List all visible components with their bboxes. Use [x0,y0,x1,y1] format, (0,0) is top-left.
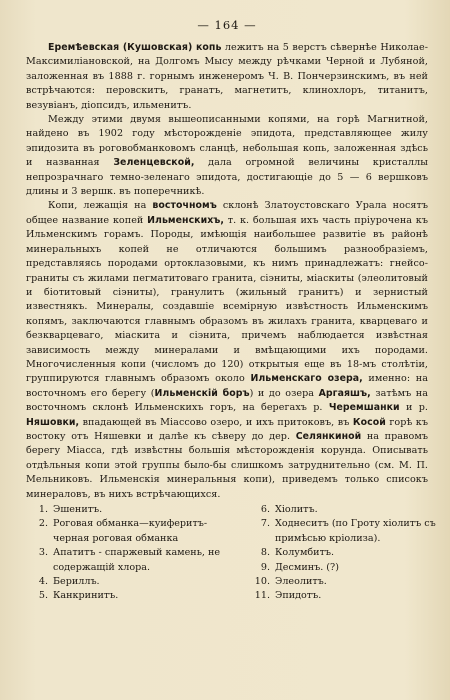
text-run: именно: на восточномъ его берегу ( [26,373,428,399]
mineral-item [248,546,438,560]
bold-term: Ильменскихъ, [147,214,225,226]
text-run: т. к. большая ихъ часть пріурочена къ Ильменскимъ горамъ. Породы, имѣющія наибольшее развитіе въ районѣ минеральныхъ копей не отличаются большимъ разнообразіемъ, представляясь породами ортоклазовыми, къ нимъ принадлежатъ: гнейсо-граниты съ жилами пегматитоваго гранита, сіэниты, міаскиты (элеолитовый и біотитовый сіэниты), гранулитъ (жильный гранитъ) и зернистый известнякъ. Минералы, создавшіе всемірную извѣстность Ильменскимъ копямъ, заключаются главнымъ образомъ въ жилахъ гранита, кварцеваго и безкварцеваго, міаскита и сіэнита, причемъ наблюдается извѣстная зависимость между минералами и вмѣщающими ихъ породами. Многочисленныя копи (числомъ до 120) открытыя еще въ 18-мъ столѣтіи, группируются главнымъ образомъ около [26,214,428,385]
mineral-name: Апатитъ - спаржевый камень, не содержащій хлора. [53,547,221,573]
bold-term: восточномъ [152,200,217,212]
minerals-list [26,503,436,604]
minerals-column-left [26,503,240,604]
text-run: ) и до озера [249,387,319,399]
bold-term: Ильменскаго озера, [250,373,363,385]
mineral-number: 3. [38,547,48,559]
mineral-item [248,561,438,575]
mineral-name: Канкринитъ. [53,590,119,602]
text-run: дала огромной величины кристаллы непрозрачнаго темно-зеленаго эпидота, достигающіе до 5 — 6 вершковъ длины и 3 вершк. въ поперечникѣ. [26,157,428,198]
mineral-item [26,546,240,575]
text-run: лежитъ на 5 верстъ сѣвернѣе Николае-Максимиліановской, на Долгомъ Мысу между рѣчками Черной и Лубяной, заложенная въ 1888 г. горнымъ инженеромъ Ч. В. Пончерзинскимъ, въ ней встрѣчаются: перовскитъ, гранатъ, магнетитъ, клинохлоръ, титанитъ, везувіанъ, діопсидъ, ильменитъ. [26,42,428,111]
mineral-number: 5. [38,590,48,602]
text-run: горѣ къ востоку отъ Няшевки и далѣе къ сѣверу до дер. [26,416,428,442]
mineral-number: 9. [260,561,270,573]
minerals-column-right [248,503,438,604]
text-run: затѣмъ на восточномъ склонѣ Ильменскихъ горъ, на берегахъ р. [26,387,428,414]
mineral-number: 8. [260,547,270,559]
bold-term: Еремѣевская (Кушовская) копь [48,42,222,53]
paragraph-zelentsovskaya [26,113,428,199]
mineral-name: Эшенитъ. [53,504,103,515]
text-run: Между этими двумя вышеописанными копями, на горѣ Магнитной, найдено въ 1902 году мѣсторожденіе эпидота, представляющее жилу эпидозита въ роговобманковомъ сланцѣ, небольшая копь, заложенная здѣсь и названная [26,114,428,169]
mineral-number: 7. [260,518,270,530]
mineral-name: Элеолитъ. [275,576,327,588]
bold-term: Черемшанки [328,402,400,414]
mineral-item [26,503,240,517]
mineral-item [26,589,240,603]
mineral-number: 4. [38,576,48,588]
mineral-item [26,575,240,589]
mineral-name: Бериллъ. [53,576,100,588]
mineral-item [248,503,438,517]
text-run: на правомъ берегу Міасса, гдѣ извѣстны большія мѣсторожденія корунда. Описывать отдѣльныя копи этой группы было-бы слишкомъ затруднительно (см. М. П. Мельниковъ. Ильменскія минеральныя копи), приведемъ только списокъ минераловъ, въ нихъ встрѣчающихся. [26,430,428,500]
text-run: Копи, лежащія на [48,200,153,212]
mineral-number: 10. [254,576,270,588]
bold-term: Косой [352,416,386,428]
bold-term: Ильменскій боръ [154,387,250,399]
mineral-number: 11. [254,590,270,602]
mineral-name: Колумбитъ. [275,547,335,559]
mineral-item [26,517,240,546]
mineral-name: Эпидотъ. [275,590,322,602]
mineral-number: 6. [260,504,270,515]
mineral-number: 2. [38,518,48,530]
mineral-item [248,517,438,546]
mineral-name: Хіолитъ. [275,504,318,515]
bold-term: Няшовки, [26,416,80,428]
bold-term: Селянкиной [295,430,362,442]
text-run: и р. [399,402,428,414]
bold-term: Зеленцевской, [113,157,195,169]
paragraph-eremeevskaya [26,41,428,113]
text-run: склонѣ Златоустовскаго Урала носятъ общее название копей [26,200,428,226]
mineral-item [248,589,438,603]
page-number: — 164 — [197,18,257,32]
mineral-number: 1. [38,504,48,515]
paragraph-ilmenskie [26,199,428,502]
bold-term: Аргаяшъ, [318,387,371,399]
body-text [26,41,428,502]
mineral-name: Десминъ. (?) [275,561,339,573]
mineral-name: Ходнеситъ (по Гроту хіолитъ съ примѣсью кріолиза). [275,518,436,544]
mineral-item [248,575,438,589]
text-run: впадающей въ Міассово озеро, и ихъ притоковъ, въ [79,416,353,428]
mineral-name: Роговая обманка—куиферитъ-черная роговая обманка [53,518,208,544]
